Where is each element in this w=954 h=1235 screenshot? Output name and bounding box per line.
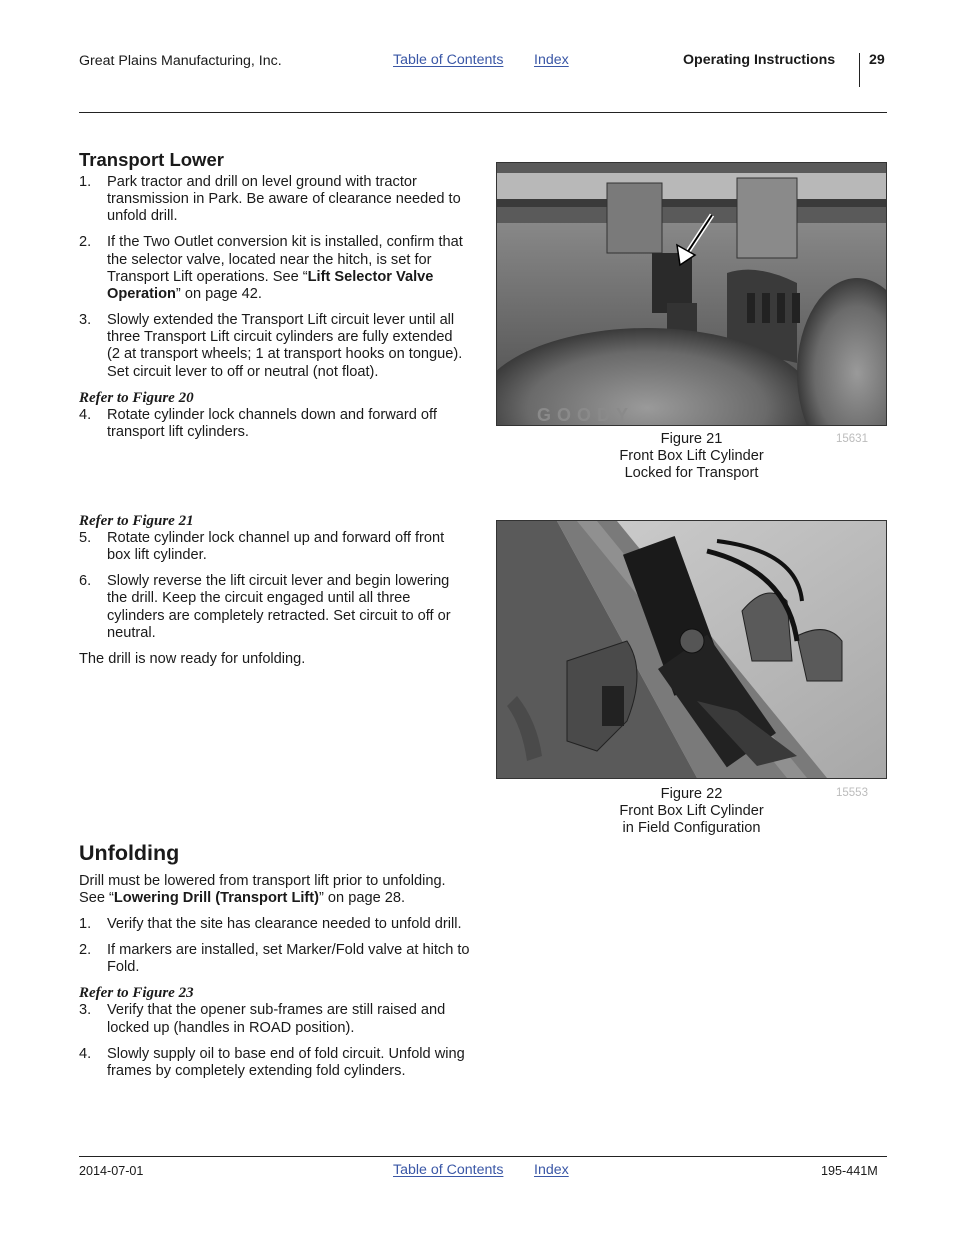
footer-date: 2014-07-01: [79, 1164, 144, 1178]
unfolding-intro: [79, 873, 471, 907]
step-text: Slowly reverse the lift circuit lever and begin lowering the drill. Keep the circuit engaged until all three cylinders are completely retracted. Set circuit to off or neutral.: [107, 573, 451, 641]
unfolding-steps-b: [79, 1002, 471, 1080]
header-rule: [79, 112, 887, 113]
intro-text: ” on page 28.: [319, 890, 406, 907]
header-divider: [859, 53, 860, 87]
figure-21-photo: [496, 162, 887, 426]
step-text: Verify that the site has clearance needed to unfold drill.: [107, 916, 462, 933]
intro-text: Drill must be lowered from transport lift prior to unfolding. See “: [79, 873, 446, 907]
cross-reference: Lowering Drill (Transport Lift): [113, 890, 320, 907]
header-toc-link[interactable]: Table of Contents: [393, 52, 504, 68]
closing-paragraph: The drill is now ready for unfolding.: [79, 650, 306, 667]
page-number: 29: [869, 52, 885, 68]
step-number: 1.: [79, 916, 92, 933]
figure-21-label: Figure 21: [660, 431, 723, 447]
step-text: If markers are installed, set Marker/Fold valve at hitch to Fold.: [107, 942, 470, 976]
transport-lower-steps-b: [79, 530, 469, 642]
step-text: Rotate cylinder lock channels down and forward off transport lift cylinders.: [107, 406, 437, 440]
figure-21-image-id: 15631: [836, 433, 868, 445]
transport-lower-step-4: [79, 407, 469, 441]
step-text: Rotate cylinder lock channel up and forward off front box lift cylinder.: [107, 530, 445, 564]
step-text: If the Two Outlet conversion kit is installed, confirm that the selector valve, located near the hitch, is set for Transport Lift operations. See “: [107, 234, 463, 285]
list-item: [79, 530, 469, 564]
transport-lower-heading: Transport Lower: [79, 149, 224, 170]
refer-figure-23: Refer to Figure 23: [79, 985, 194, 1002]
footer-toc-link[interactable]: Table of Contents: [393, 1162, 504, 1178]
lift-cylinder-field-illustration: [497, 521, 886, 778]
step-number: 3.: [79, 1002, 92, 1019]
list-item: [79, 916, 471, 933]
figure-22-caption-line-2: in Field Configuration: [622, 820, 761, 837]
step-number: 2.: [79, 234, 92, 251]
step-text: ” on page 42.: [175, 286, 262, 303]
refer-figure-20: Refer to Figure 20: [79, 389, 194, 406]
unfolding-heading: Unfolding: [79, 841, 180, 865]
step-number: 6.: [79, 573, 92, 590]
unfolding-section: [79, 841, 471, 1089]
step-number: 3.: [79, 312, 92, 329]
transport-lower-continued: [79, 513, 469, 668]
figure-22-photo: [496, 520, 887, 779]
lift-cylinder-locked-illustration: [497, 163, 886, 425]
list-item: [79, 942, 471, 976]
list-item: [79, 234, 469, 303]
step-text: Slowly supply oil to base end of fold circuit. Unfold wing frames by completely extending fold cylinders.: [107, 1045, 465, 1079]
section-title: Operating Instructions: [683, 52, 836, 68]
refer-figure-21: Refer to Figure 21: [79, 513, 194, 529]
unfolding-steps: [79, 916, 471, 976]
tire-lettering: GOODY: [537, 405, 635, 425]
list-item: [79, 174, 469, 226]
step-number: 4.: [79, 406, 92, 423]
cross-reference: Lift Selector Valve Operation: [107, 268, 434, 303]
figure-22-image-id: 15553: [836, 787, 868, 799]
list-item: [79, 1046, 471, 1080]
figure-21-caption-line-2: Locked for Transport: [624, 465, 759, 482]
document-number: 195-441M: [821, 1164, 878, 1178]
figure-22-caption-line-1: Front Box Lift Cylinder: [619, 803, 764, 820]
transport-lower-section: [79, 150, 469, 450]
transport-lower-steps: [79, 174, 469, 381]
list-item: [79, 312, 469, 381]
figure-21-caption: [592, 431, 791, 483]
step-number: 1.: [79, 174, 92, 190]
step-text: Slowly extended the Transport Lift circuit lever until all three Transport Lift circuit cylinders are fully extended (2 at transport wheels; 1 at transport hooks on tongue). Set circuit lever to off or neutral (not float).: [107, 312, 463, 380]
footer-rule: [79, 1156, 887, 1157]
step-number: 2.: [79, 942, 92, 959]
figure-22-caption: [592, 786, 791, 838]
footer-index-link[interactable]: Index: [534, 1162, 569, 1178]
list-item: [79, 407, 469, 441]
figure-22-label: Figure 22: [660, 786, 723, 802]
header-index-link[interactable]: Index: [534, 52, 569, 68]
step-text: Verify that the opener sub-frames are still raised and locked up (handles in ROAD position).: [107, 1002, 446, 1036]
list-item: [79, 573, 469, 642]
list-item: [79, 1002, 471, 1036]
step-number: 5.: [79, 530, 92, 546]
company-name: Great Plains Manufacturing, Inc.: [79, 53, 282, 69]
step-number: 4.: [79, 1045, 92, 1062]
step-text: Park tractor and drill on level ground with tractor transmission in Park. Be aware of clearance needed to unfold drill.: [107, 174, 461, 225]
figure-21-caption-line-1: Front Box Lift Cylinder: [619, 448, 764, 465]
